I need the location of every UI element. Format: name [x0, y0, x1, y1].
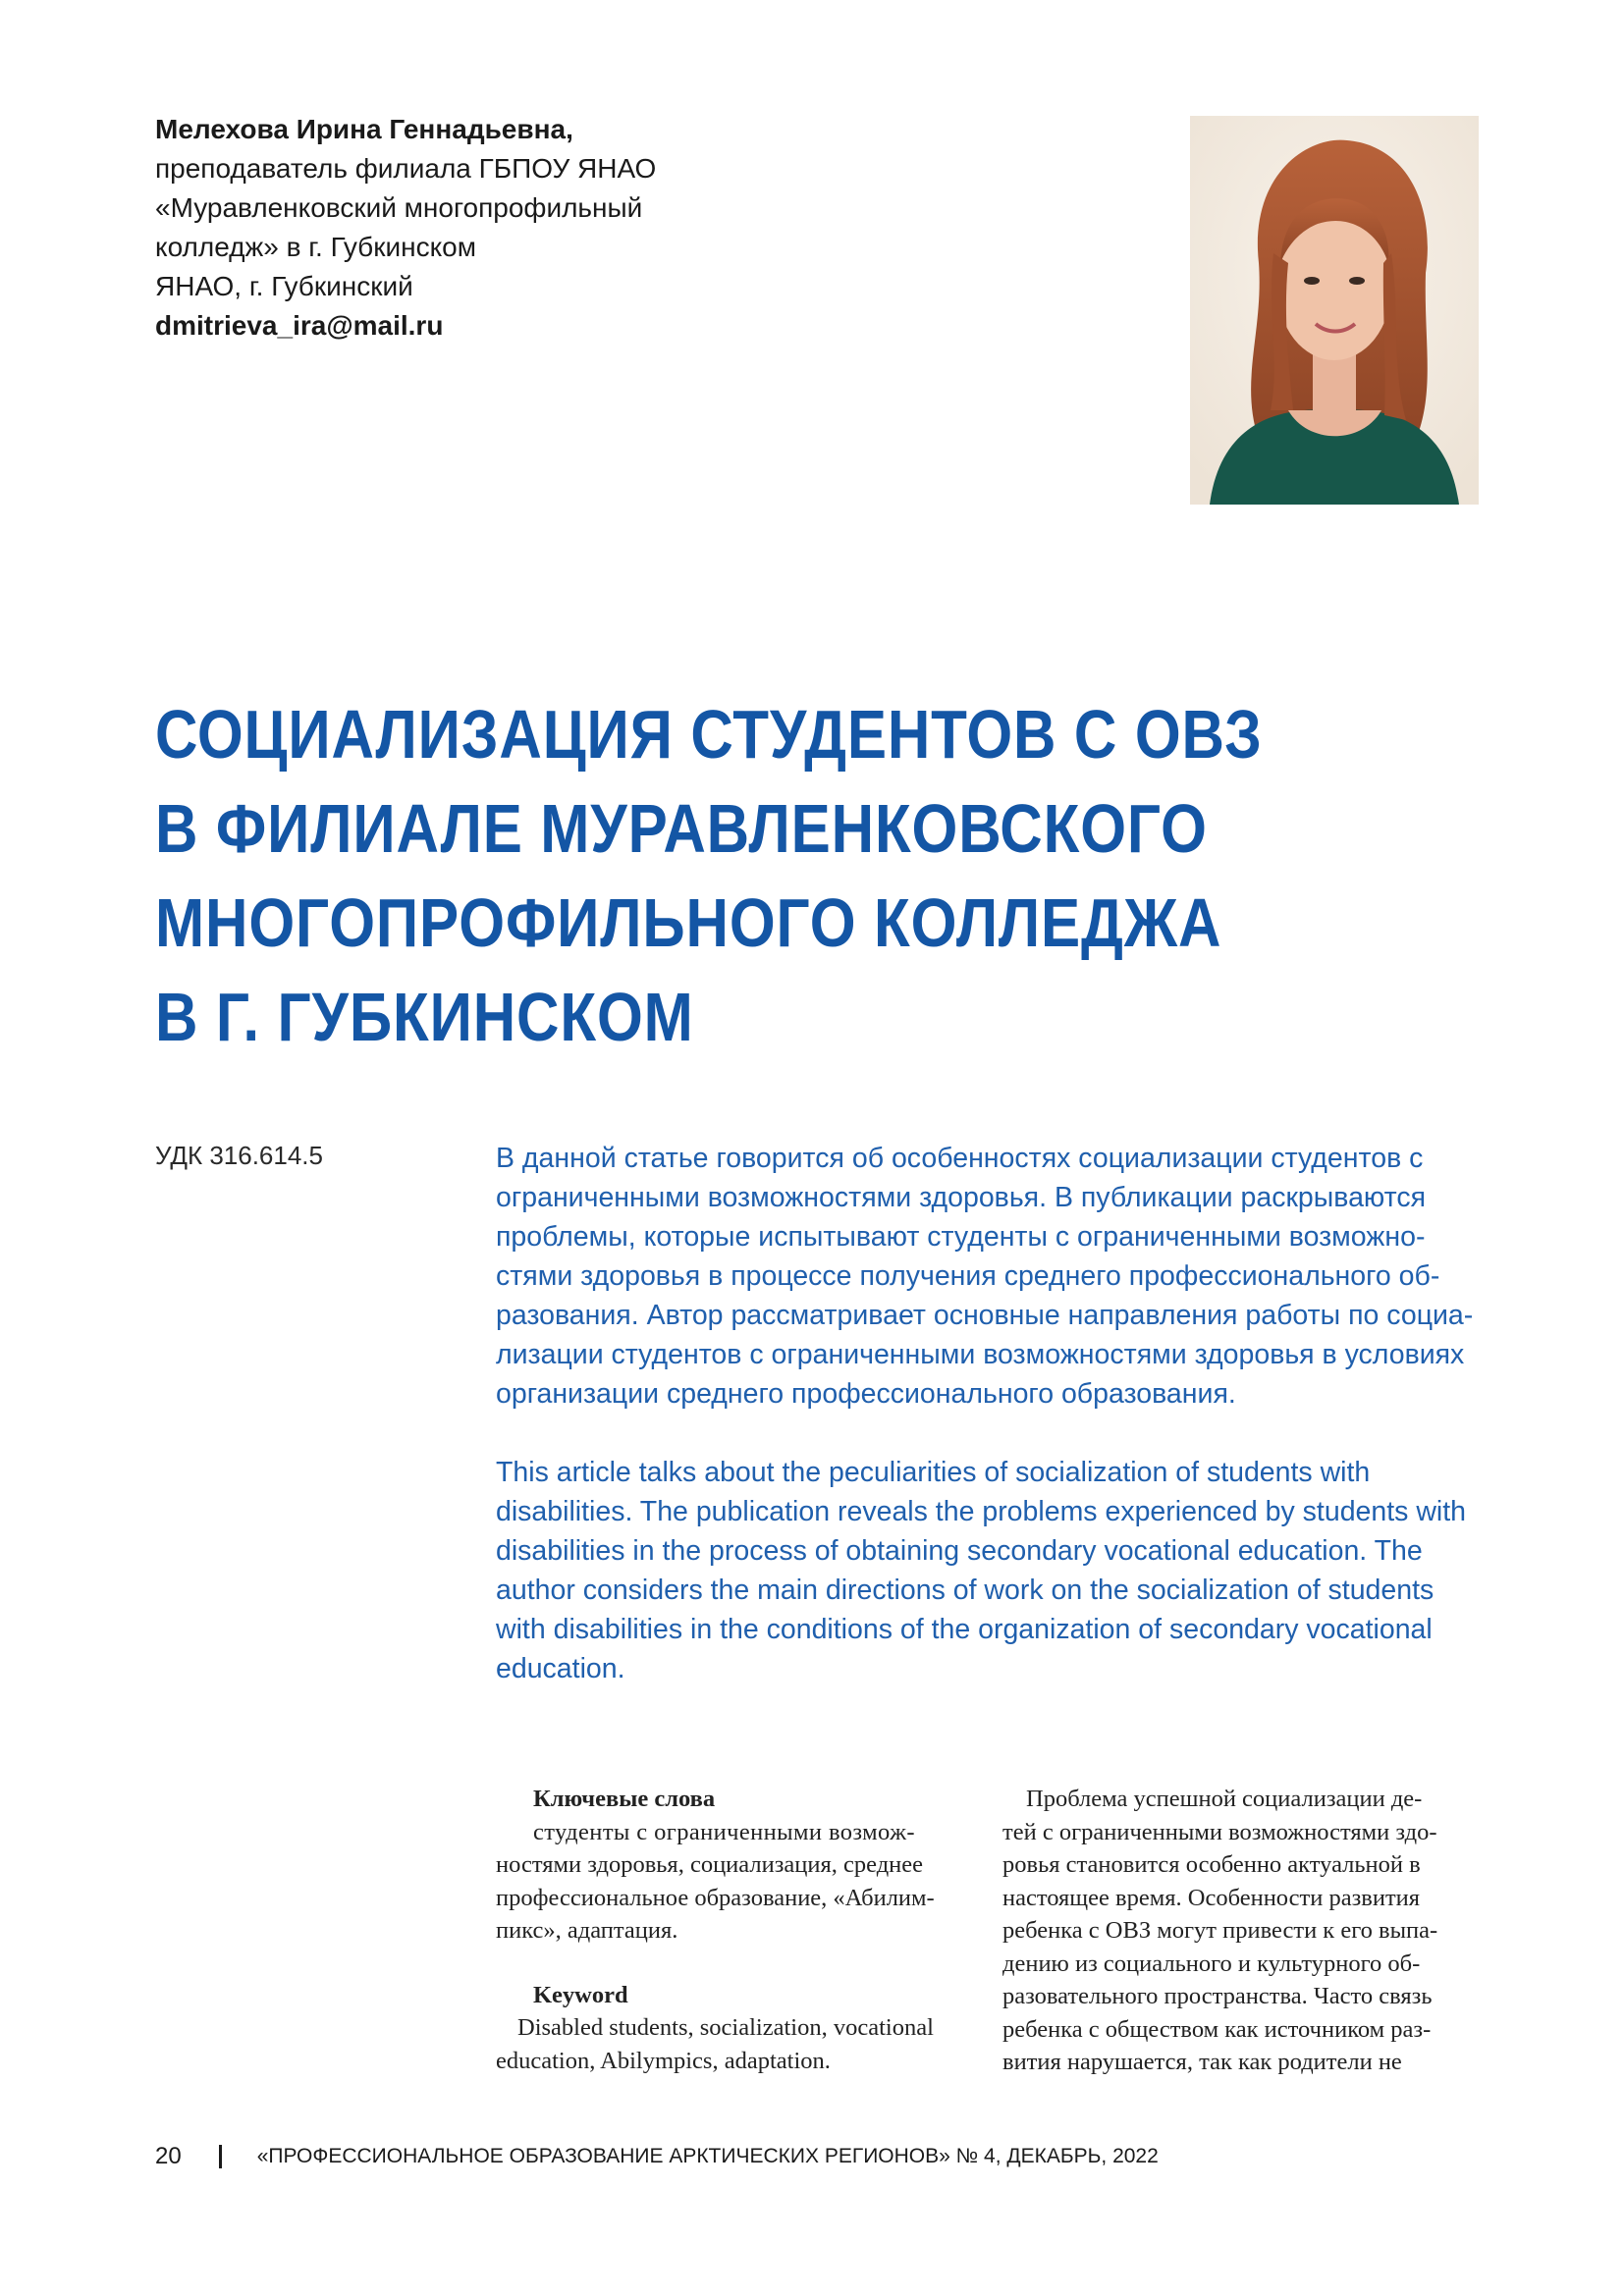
author-position-line: колледж» в г. Губкинском: [155, 232, 476, 262]
abstract-line: В данной статье говорится об особенностях социализации студентов с: [496, 1143, 1424, 1174]
abstract-line: with disabilities in the conditions of the organization of secondary vocational: [496, 1614, 1433, 1645]
body-column: [1002, 1783, 1480, 2079]
author-name: Мелехова Ирина Геннадьевна,: [155, 114, 573, 144]
footer-separator: [219, 2145, 222, 2168]
body-line: ребенка с обществом как источником раз-: [1002, 2015, 1432, 2043]
author-portrait-image: [1190, 116, 1479, 505]
title-line: В ФИЛИАЛЕ МУРАВЛЕНКОВСКОГО: [155, 790, 1208, 867]
abstract-line: disabilities in the process of obtaining secondary vocational education. The: [496, 1535, 1423, 1567]
keywords-ru-line: профессиональное образование, «Абилим-: [496, 1884, 935, 1911]
abstract-line: разования. Автор рассматривает основные направления работы по социа-: [496, 1300, 1474, 1331]
keywords-en-heading: Keyword: [533, 1981, 628, 2008]
author-position-line: «Муравленковский многопрофильный: [155, 192, 643, 223]
keywords-en-line: education, Abilympics, adaptation.: [496, 2047, 831, 2074]
keywords-ru-heading: Ключевые слова: [533, 1786, 716, 1812]
abstract-line: disabilities. The publication reveals the problems experienced by students with: [496, 1496, 1467, 1527]
abstract-line: education.: [496, 1653, 625, 1684]
title-line: СОЦИАЛИЗАЦИЯ СТУДЕНТОВ С ОВЗ: [155, 696, 1263, 773]
page-number: 20: [155, 2143, 182, 2169]
keywords-ru-line: пикс», адаптация.: [496, 1917, 678, 1944]
author-email: dmitrieva_ira@mail.ru: [155, 310, 444, 341]
keywords-ru-line: ностями здоровья, социализация, среднее: [496, 1851, 924, 1878]
abstract-line: лизации студентов с ограниченными возможностями здоровья в условиях: [496, 1339, 1465, 1370]
page-footer: [155, 2143, 1159, 2170]
body-line: настоящее время. Особенности развития: [1002, 1884, 1421, 1911]
abstract-line: проблемы, которые испытывают студенты с ограниченными возможно-: [496, 1221, 1426, 1253]
abstract-line: организации среднего профессионального образования.: [496, 1378, 1236, 1410]
author-position-line: ЯНАО, г. Губкинский: [155, 271, 413, 301]
journal-name: «ПРОФЕССИОНАЛЬНОЕ ОБРАЗОВАНИЕ АРКТИЧЕСКИХ РЕГИОНОВ» № 4, ДЕКАБРЬ, 2022: [256, 2145, 1159, 2167]
body-line: разовательного пространства. Часто связь: [1002, 1983, 1433, 2009]
author-block: [155, 110, 744, 346]
author-position-line: преподаватель филиала ГБПОУ ЯНАО: [155, 153, 657, 184]
abstract-line: This article talks about the peculiarities of socialization of students with: [496, 1457, 1371, 1488]
body-line: ребенка с ОВЗ могут привести к его выпа-: [1002, 1917, 1438, 1944]
udk-code: УДК 316.614.5: [155, 1141, 323, 1170]
title-line: В Г. ГУБКИНСКОМ: [155, 979, 694, 1055]
title-line: МНОГОПРОФИЛЬНОГО КОЛЛЕДЖА: [155, 884, 1222, 961]
body-line: ровья становится особенно актуальной в: [1002, 1851, 1421, 1878]
body-line: Проблема успешной социализации де-: [1026, 1786, 1423, 1812]
abstract-en: [496, 1453, 1478, 1688]
abstract-line: ограниченными возможностями здоровья. В публикации раскрываются: [496, 1182, 1427, 1213]
keywords-ru-line: студенты с ограниченными возмож-: [533, 1818, 915, 1845]
keywords-column: [496, 1783, 977, 2077]
body-line: вития нарушается, так как родители не: [1002, 2049, 1402, 2075]
article-title: [155, 687, 1333, 1064]
abstract-line: author considers the main directions of work on the socialization of students: [496, 1575, 1435, 1606]
abstract-ru: [496, 1139, 1478, 1414]
author-photo: [1190, 116, 1479, 505]
abstract-line: стями здоровья в процессе получения среднего профессионального об-: [496, 1260, 1440, 1292]
keywords-en-line: Disabled students, socialization, vocational: [517, 2014, 934, 2041]
body-line: дению из социального и культурного об-: [1002, 1949, 1421, 1977]
body-line: тей с ограниченными возможностями здо-: [1002, 1818, 1437, 1845]
